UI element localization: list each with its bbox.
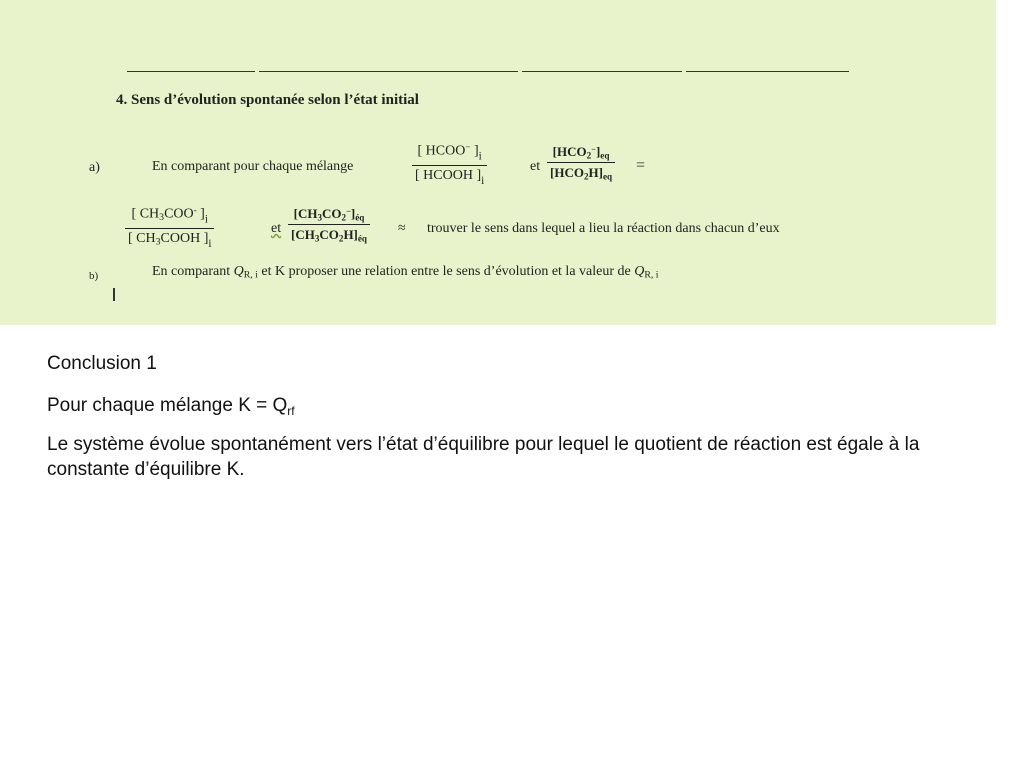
text-cursor-mark — [113, 288, 115, 301]
fraction-bar — [547, 162, 615, 163]
fraction-denominator: [ $CH_3COOH$ ]$_i$ — [128, 230, 212, 250]
fraction-numerator: [ HCOO− ]$_i$ — [417, 142, 482, 163]
approx-sign: ≈ — [398, 221, 406, 236]
equals-sign: = — [636, 157, 646, 174]
item-b-text: En comparant $Q_{R, i}$ et K proposer une relation entre le sens d’évolution et la valeur de $Q_{R, i}$ — [152, 264, 659, 281]
header-rule — [686, 71, 849, 72]
et-label: et — [530, 159, 541, 174]
fraction-bar — [412, 165, 487, 166]
fraction-ch3coo-initial — [125, 205, 214, 250]
conclusion-title: Conclusion 1 — [47, 353, 157, 374]
line2-text: trouver le sens dans lequel a lieu la réaction dans chacun d’eux — [427, 221, 780, 236]
item-a-label: a) — [89, 160, 100, 175]
fraction-numerator: $[CH_3CO_2^-]_{éq}$ — [293, 206, 365, 223]
conclusion-equality-line: Pour chaque mélange $K = Q_{rf}$ — [47, 395, 295, 418]
fraction-denominator: [ HCOOH ]$_i$ — [415, 167, 485, 187]
et-label: et — [271, 221, 282, 236]
conclusion-paragraph: Le système évolue spontanément vers l’état d’équilibre pour lequel le quotient de réaction est égale à la constante d’équilibre K. — [47, 434, 920, 480]
fraction-denominator: $[HCO_2H]_{eq}$ — [550, 165, 613, 182]
fraction-hco2-equilibrium — [547, 144, 615, 182]
item-a-text: En comparant pour chaque mélange — [152, 159, 354, 174]
fraction-numerator: $[HCO_2^-]_{eq}$ — [552, 144, 610, 161]
fraction-bar — [125, 228, 214, 229]
header-rule — [127, 71, 255, 72]
fraction-ch3co2-equilibrium — [288, 206, 370, 244]
item-b-label: b) — [89, 270, 99, 282]
fraction-hcoo-initial — [412, 142, 487, 187]
header-rule — [259, 71, 518, 72]
header-rule — [522, 71, 682, 72]
fraction-denominator: $[CH_3CO_2H]_{éq}$ — [291, 227, 367, 244]
fraction-bar — [288, 224, 370, 225]
scanned-exercise-image — [0, 0, 996, 325]
section-heading: 4. Sens d’évolution spontanée selon l’état initial — [116, 92, 419, 108]
fraction-numerator: [ $CH_3COO^-$ ]$_i$ — [131, 205, 208, 226]
